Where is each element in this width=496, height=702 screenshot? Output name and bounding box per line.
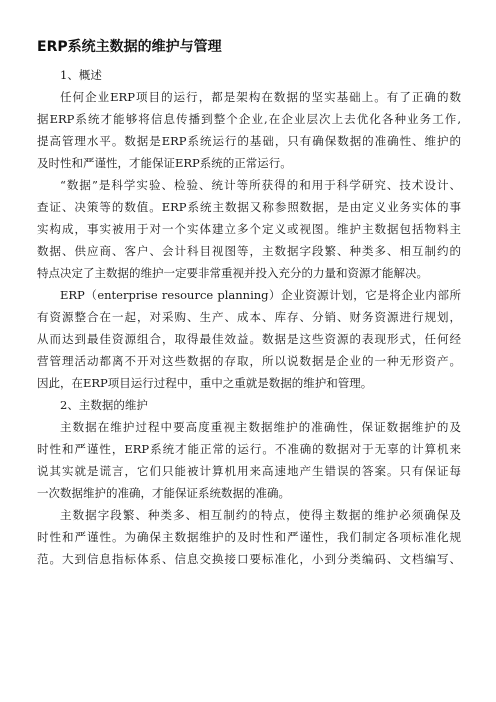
- paragraph-line: 数据、供应商、客户、会计科目视图等，主数据字段繁、种类多、相互制约的: [37, 244, 461, 258]
- section-heading: 2、主数据的维护: [60, 398, 148, 412]
- paragraph-line: 主数据在维护过程中要高度重视主数据维护的准确性，保证数据维护的及: [60, 420, 461, 434]
- paragraph-line: 主数据字段繁、种类多、相互制约的特点，使得主数据的维护必须确保及: [60, 508, 461, 522]
- paragraph-line: 查证、决策等的数值。ERP系统主数据又称参照数据，是由定义业务实体的事: [37, 200, 461, 214]
- paragraph-line: 从而达到最佳资源组合，取得最佳效益。数据是这些资源的表现形式，任何经: [37, 332, 461, 346]
- paragraph-line: 实构成，事实被用于对一个实体建立多个定义或视图。维护主数据包括物料主: [37, 222, 461, 236]
- paragraph-line: 特点决定了主数据的维护一定要非常重视并投入充分的力量和资源才能解决。: [37, 266, 428, 280]
- paragraph-line: 说其实就是谎言，它们只能被计算机用来高速地产生错误的答案。只有保证每: [37, 464, 461, 478]
- paragraph-line: 时性和严谨性。为确保主数据维护的及时性和严谨性，我们制定各项标准化规: [37, 530, 461, 544]
- paragraph-line: 任何企业ERP项目的运行，都是架构在数据的坚实基础上。有了正确的数: [60, 90, 461, 104]
- section-heading: 1、概述: [60, 68, 102, 82]
- paragraph-line: 范。大到信息指标体系、信息交换接口要标准化，小到分类编码、文档编写、: [37, 552, 461, 566]
- paragraph-line: 及时性和严谨性，才能保证ERP系统的正常运行。: [37, 156, 292, 170]
- paragraph-line: ERP（enterprise resource planning）企业资源计划，它是将企业内部所: [60, 288, 461, 302]
- paragraph-line: “数据”是科学实验、检验、统计等所获得的和用于科学研究、技术设计、: [60, 178, 461, 192]
- document-body: [37, 64, 461, 570]
- paragraph-line: 因此，在ERP项目运行过程中，重中之重就是数据的维护和管理。: [37, 376, 373, 390]
- document-title: ERP系统主数据的维护与管理: [37, 39, 222, 55]
- paragraph-line: 时性和严谨性，ERP系统才能正常的运行。不准确的数据对于无辜的计算机来: [37, 442, 461, 456]
- paragraph-line: 一次数据维护的准确，才能保证系统数据的准确。: [37, 486, 290, 500]
- paragraph-line: 提高管理水平。数据是ERP系统运行的基础，只有确保数据的准确性、维护的: [37, 134, 461, 148]
- paragraph-line: 营管理活动都离不开对这些数据的存取，所以说数据是企业的一种无形资产。: [37, 354, 461, 368]
- paragraph-line: 据ERP系统才能够将信息传播到整个企业,在企业层次上去优化各种业务工作,: [37, 112, 461, 126]
- paragraph-line: 有资源整合在一起，对采购、生产、成本、库存、分销、财务资源进行规划，: [37, 310, 461, 324]
